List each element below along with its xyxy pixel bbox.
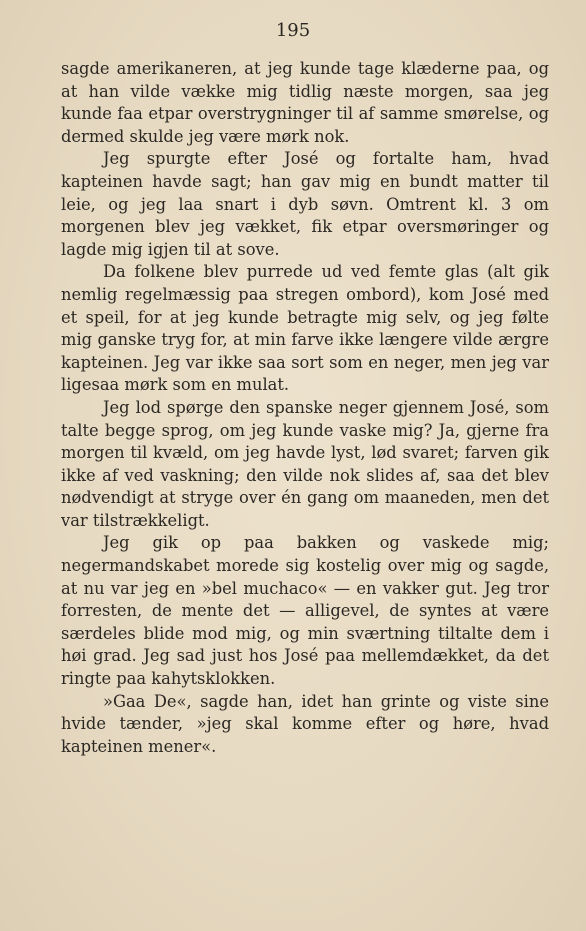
paragraph-3: Da folkene blev purrede ud ved femte glas (alt gik nemlig regelmæssig paa stregen ombord), kom José med et speil, for at jeg kunde betragte mig selv, og jeg følte mig ganske tryg for, at min farve ikke længere vilde ærgre kapteinen. Jeg var ikke saa sort som en neger, men jeg var ligesaa mørk som en mulat. <box>61 262 549 395</box>
page-number: 195 <box>275 20 311 41</box>
body-text <box>61 58 549 758</box>
paragraph-1: sagde amerikaneren, at jeg kunde tage klæderne paa, og at han vilde vække mig tidlig næste morgen, saa jeg kunde faa etpar overstrygninger til af samme smørelse, og dermed skulde jeg være mørk nok. <box>61 59 549 146</box>
paragraph-2: Jeg spurgte efter José og fortalte ham, hvad kapteinen havde sagt; han gav mig en bundt matter til leie, og jeg laa snart i dyb søvn. Omtrent kl. 3 om morgenen blev jeg vækket, fik etpar oversmøringer og lagde mig igjen til at sove. <box>61 149 549 259</box>
paragraph-6: »Gaa De«, sagde han, idet han grinte og viste sine hvide tænder, »jeg skal komme efter og høre, hvad kapteinen mener«. <box>61 691 549 756</box>
paragraph-4: Jeg lod spørge den spanske neger gjennem José, som talte begge sprog, om jeg kunde vaske mig? Ja, gjerne fra morgen til kvæld, om jeg havde lyst, lød svaret; farven gik ikke af ved vaskning; den vilde nok slides af, saa det blev nødvendigt at stryge over én gang om maaneden, men det var tilstrækkeligt. <box>61 397 549 530</box>
paragraph-5: Jeg gik op paa bakken og vaskede mig; negermandskabet morede sig kostelig over mig og sagde, at nu var jeg en »bel muchaco« — en vakker gut. Jeg tror forresten, de mente det — alligevel, de syntes at være særdeles blide mod mig, og min sværtning tiltalte dem i høi grad. Jeg sad just hos José paa mellemdækket, da det ringte paa kahytsklokken. <box>61 533 549 689</box>
